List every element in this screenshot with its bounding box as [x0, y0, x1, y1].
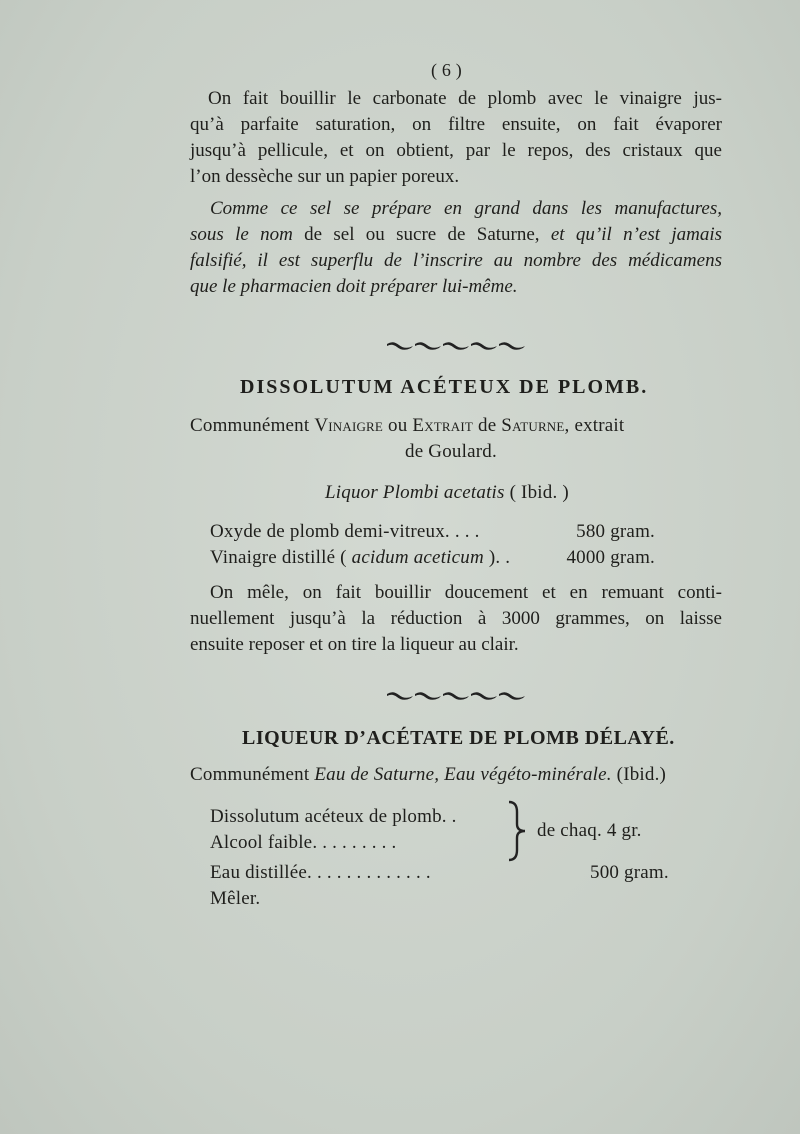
ornament-divider	[385, 338, 533, 354]
latin-name: Liquor Plombi acetatis ( Ibid. )	[325, 482, 569, 503]
method-paragraph	[190, 580, 722, 658]
method-line: ensuite reposer et on tire la liqueur au clair.	[190, 634, 519, 655]
method-line: nuellement jusqu’à la réduction à 3000 grammes, on laisse	[190, 608, 722, 629]
ingredient-row: Alcool faible. . . . . . . . .	[210, 832, 397, 853]
ingredient-row: Oxyde de plomb demi-vitreux. . . . 580 gram.	[210, 521, 655, 542]
note-paragraph	[190, 196, 722, 300]
ornament-divider	[385, 688, 533, 704]
intro-line: jusqu’à pellicule, et on obtient, par le repos, des cristaux que	[190, 140, 722, 161]
intro-line: l’on dessèche sur un papier poreux.	[190, 166, 460, 187]
note-line: sous le nom de sel ou sucre de Saturne, et qu’il n’est jamais	[190, 224, 722, 245]
intro-line: qu’à parfaite saturation, on filtre ensuite, on fait évaporer	[190, 114, 722, 135]
intro-line: On fait bouillir le carbonate de plomb avec le vinaigre jus-	[208, 88, 722, 109]
brace-icon	[505, 798, 529, 864]
section-title: LIQUEUR D’ACÉTATE DE PLOMB DÉLAYÉ.	[242, 727, 675, 749]
synonyms-line: Communément Eau de Saturne, Eau végéto-minérale. (Ibid.)	[190, 764, 667, 785]
note-line: falsifié, il est superflu de l’inscrire au nombre des médicamens	[190, 250, 722, 271]
final-instruction: Mêler.	[210, 888, 261, 909]
synonyms-line: de Goulard.	[405, 441, 497, 462]
note-line: Comme ce sel se prépare en grand dans les manufactures,	[210, 198, 722, 219]
intro-paragraph	[190, 86, 722, 190]
note-line: que le pharmacien doit préparer lui-même.	[190, 276, 518, 297]
ingredient-row: Eau distillée. . . . . . . . . . . . .	[210, 862, 431, 883]
page-number: ( 6 )	[431, 60, 462, 80]
synonyms-line: Communément Vinaigre ou Extrait de Saturne, extrait	[190, 415, 625, 436]
method-line: On mêle, on fait bouillir doucement et en remuant conti-	[210, 582, 722, 603]
ingredient-row: Dissolutum acéteux de plomb. .	[210, 806, 457, 827]
ingredient-quantity: 500 gram.	[590, 862, 669, 883]
ingredient-row: Vinaigre distillé ( acidum aceticum ). . 4000 gram.	[210, 547, 655, 568]
brace-quantity: de chaq. 4 gr.	[537, 820, 642, 841]
section-title: DISSOLUTUM ACÉTEUX DE PLOMB.	[240, 376, 649, 398]
